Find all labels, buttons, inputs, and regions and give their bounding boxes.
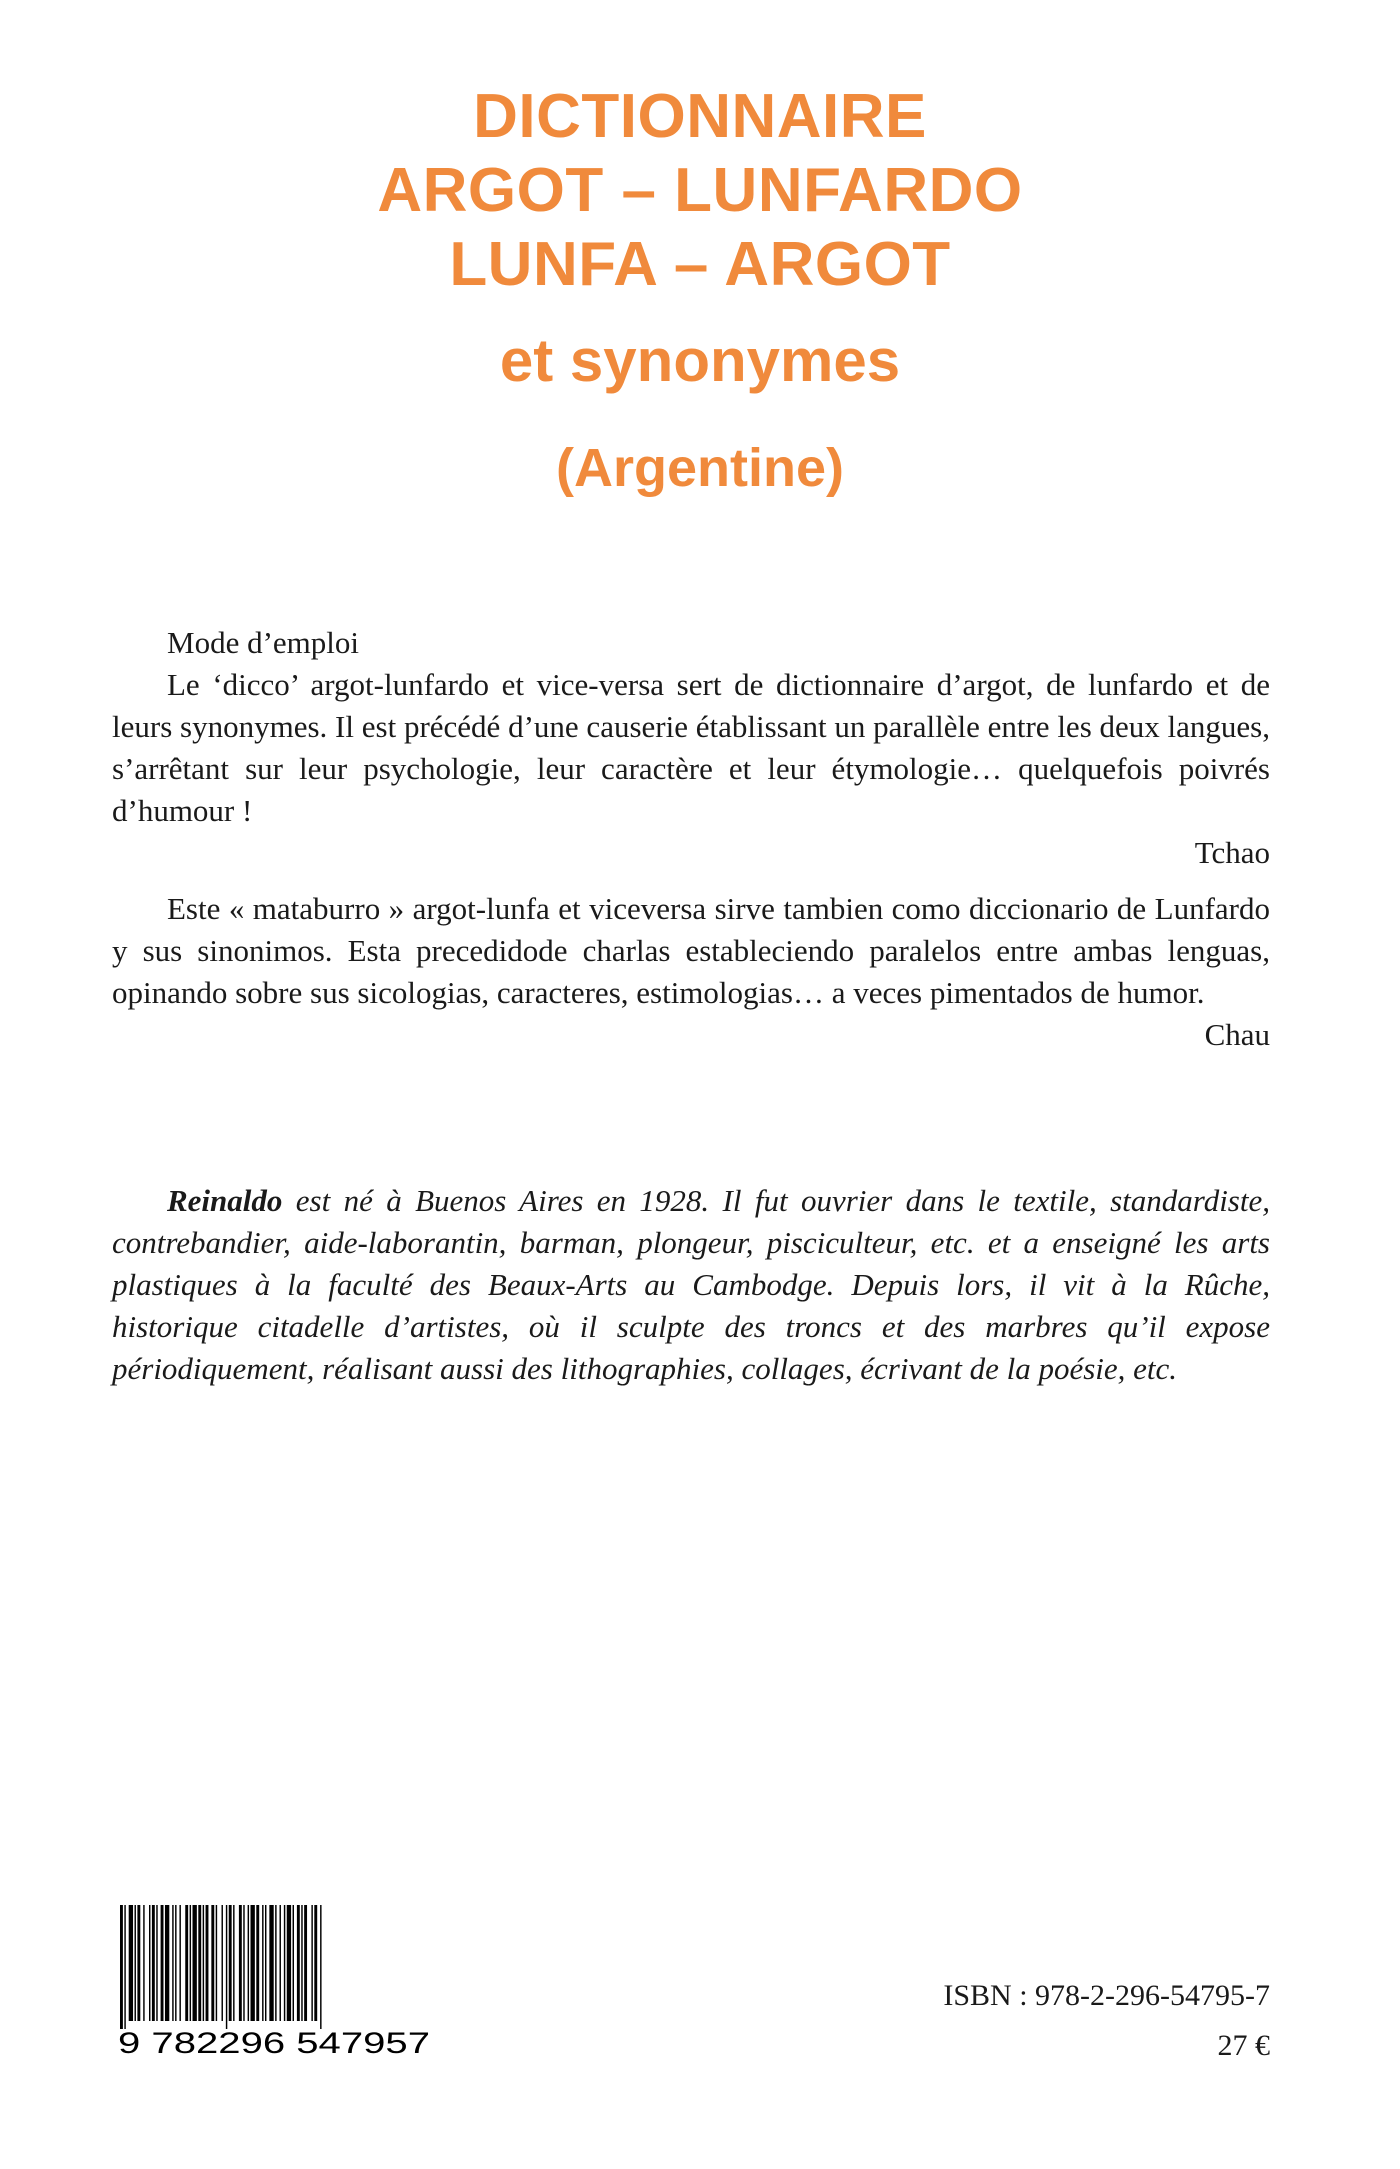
author-bio-paragraph: [112, 1180, 1270, 1390]
barcode-bar: [222, 1905, 223, 2021]
price: 27 €: [1217, 2029, 1270, 2062]
barcode-bar: [304, 1905, 307, 2021]
barcode-bar: [156, 1905, 157, 2021]
barcode-bar: [262, 1905, 263, 2021]
author-bio: [112, 1180, 1270, 1390]
author-bio-text: est né à Buenos Aires en 1928. Il fut ouvrier dans le textile, standardiste, contrebandier, aide-laborantin, barman, plongeur, pisciculteur, etc. et a enseigné les arts plastiques à la faculté des Beaux-Arts au Cambodge. Depuis lors, il vit à la Rûche, historique citadelle d’artistes, où il sculpte des troncs et des marbres qu’il expose périodiquement, réalisant aussi des lithographies, collages, écrivant de la poésie, etc.: [112, 1183, 1270, 1386]
spanish-section: [112, 888, 1270, 1056]
isbn: ISBN : 978-2-296-54795-7: [943, 1979, 1270, 2012]
barcode-bar: [248, 1905, 249, 2021]
barcode-bar: [297, 1905, 300, 2021]
barcode-bar: [193, 1905, 197, 2021]
barcode-bar: [229, 1905, 232, 2021]
barcode-bar: [243, 1905, 244, 2021]
mode-emploi-signoff: Tchao: [1194, 835, 1270, 870]
barcode: [118, 1905, 434, 2057]
barcode-bar: [152, 1905, 155, 2021]
barcode-bar: [190, 1905, 191, 2021]
barcode-bar: [239, 1905, 242, 2021]
barcode-bar: [137, 1905, 140, 2021]
barcode-bar: [172, 1905, 173, 2021]
mode-emploi-heading: Mode d’emploi: [167, 625, 359, 660]
barcode-bar: [143, 1905, 144, 2021]
title-line-3: LUNFA – ARGOT: [449, 230, 951, 299]
barcode-bar: [284, 1905, 285, 2021]
barcode-bar: [124, 1905, 125, 2029]
title-line-1: DICTIONNAIRE: [473, 82, 927, 151]
spanish-text: Este « mataburro » argot-lunfa et viceversa sirve tambien como diccionario de Lunfardo y sus sinonimos. Esta precedidode charlas estableciendo paralelos entre ambas lenguas, opinando sobre sus sicologias, caracteres, estimologias… a veces pimentados de humor.: [112, 891, 1270, 1010]
barcode-bar: [216, 1905, 217, 2021]
mode-emploi-section: [112, 622, 1270, 874]
barcode-bar: [211, 1905, 214, 2021]
barcode-bar: [175, 1905, 176, 2021]
barcode-bar: [287, 1905, 291, 2021]
barcode-bars: [120, 1905, 322, 2029]
barcode-bar: [265, 1905, 266, 2021]
barcode-bar: [226, 1905, 227, 2029]
barcode-bar: [135, 1905, 136, 2021]
barcode-bar: [120, 1905, 123, 2029]
title-block: [0, 80, 1400, 500]
author-name: Reinaldo: [167, 1183, 283, 1218]
barcode-bar: [320, 1905, 321, 2029]
barcode-bar: [165, 1905, 169, 2021]
barcode-bar: [198, 1905, 201, 2021]
barcode-bar: [269, 1905, 273, 2021]
country-label: (Argentine): [556, 438, 844, 498]
barcode-bar: [129, 1905, 133, 2021]
barcode-bar: [311, 1905, 312, 2021]
barcode-bar: [185, 1905, 188, 2021]
barcode-bar: [179, 1905, 180, 2021]
title-line-2: ARGOT – LUNFARDO: [377, 156, 1023, 225]
barcode-bar: [256, 1905, 259, 2021]
barcode-bar: [251, 1905, 255, 2021]
barcode-bar: [293, 1905, 294, 2021]
barcode-bar: [149, 1905, 150, 2021]
barcode-bar: [206, 1905, 209, 2021]
spanish-signoff: Chau: [1204, 1017, 1270, 1052]
barcode-bar: [161, 1905, 164, 2021]
barcode-bar: [233, 1905, 234, 2021]
barcode-digits: 9 782296 547957: [118, 2027, 430, 2057]
barcode-bar: [275, 1905, 276, 2021]
subtitle: et synonymes: [499, 327, 901, 394]
barcode-bar: [301, 1905, 302, 2021]
barcode-bar: [203, 1905, 204, 2021]
barcode-bar: [314, 1905, 317, 2021]
barcode-bar: [280, 1905, 281, 2021]
mode-emploi-text: Le ‘dicco’ argot-lunfardo et vice-versa sert de dictionnaire d’argot, de lunfardo et de leurs synonymes. Il est précédé d’une causerie établissant un parallèle entre les deux langues, s’arrêtant sur leur psychologie, leur caractère et leur étymologie… quelquefois poivrés d’humour !: [112, 667, 1270, 828]
